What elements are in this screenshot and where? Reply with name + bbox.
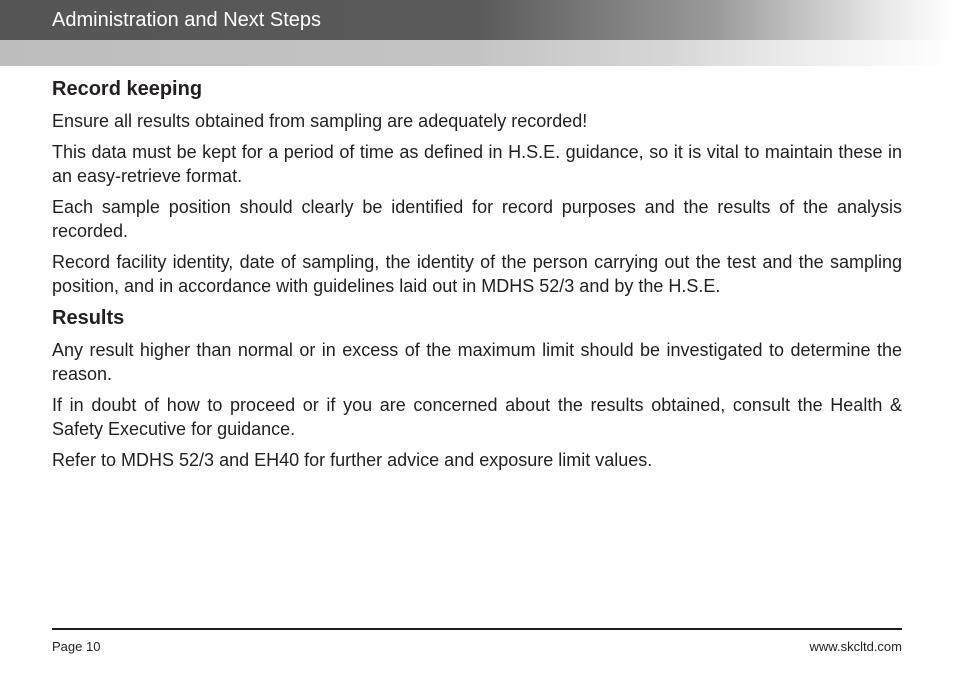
paragraph: Ensure all results obtained from sampling are adequately recorded! <box>52 111 588 131</box>
paragraph: Each sample position should clearly be identified for record purposes and the results of the analysis recorded. <box>52 197 902 241</box>
paragraph: Record facility identity, date of sampling, the identity of the person carrying out the test and the sampling position, and in accordance with guidelines laid out in MDHS 52/3 and by the H.S.E. <box>52 252 902 296</box>
paragraph: This data must be kept for a period of time as defined in H.S.E. guidance, so it is vital to maintain these in an easy-retrieve format. <box>52 142 902 186</box>
website-url: www.skcltd.com <box>809 639 902 654</box>
section-heading-results: Results <box>52 307 125 329</box>
footer-divider <box>52 628 902 630</box>
page-number: Page 10 <box>52 639 101 654</box>
section-heading-record-keeping: Record keeping <box>52 78 203 100</box>
main-content <box>52 76 902 479</box>
paragraph: Any result higher than normal or in excess of the maximum limit should be investigated to determine the reason. <box>52 340 902 384</box>
header-stripe <box>0 40 954 66</box>
header-bar <box>0 0 954 40</box>
paragraph: If in doubt of how to proceed or if you are concerned about the results obtained, consult the Health & Safety Executive for guidance. <box>52 395 902 439</box>
page-title: Administration and Next Steps <box>52 9 322 31</box>
paragraph: Refer to MDHS 52/3 and EH40 for further advice and exposure limit values. <box>52 450 653 470</box>
